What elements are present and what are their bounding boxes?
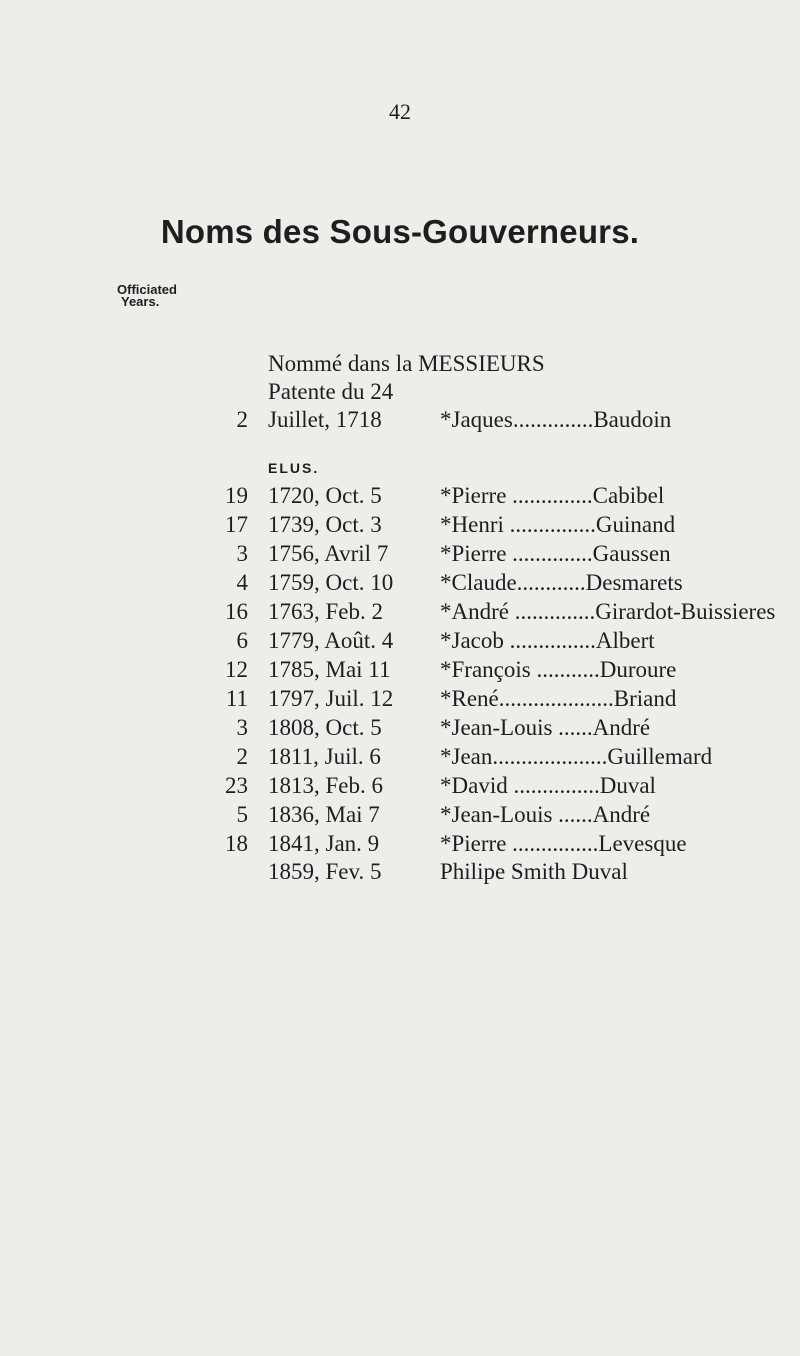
row-date: 1763, Feb. 2	[268, 599, 383, 624]
row-date: 1720, Oct. 5	[268, 483, 382, 508]
row-years: 5	[236, 802, 248, 827]
row-date: 1808, Oct. 5	[268, 715, 382, 740]
row-date: 1841, Jan. 9	[268, 831, 380, 856]
row-date: 1739, Oct. 3	[268, 512, 382, 537]
row-name: *Henri ...............Guinand	[440, 512, 676, 537]
row-name: *François ...........Duroure	[440, 657, 677, 682]
row-years: 19	[225, 483, 248, 508]
row-name: *Jean....................Guillemard	[440, 744, 713, 769]
row-name: *David ...............Duval	[440, 773, 656, 798]
intro-line-1: Nommé dans la MESSIEURS	[268, 351, 545, 376]
row-years: 3	[236, 715, 248, 740]
row-years: 4	[236, 570, 248, 595]
row-date: 1785, Mai 11	[268, 657, 391, 682]
row-years: 23	[225, 773, 248, 798]
row-years: 17	[225, 512, 248, 537]
row-name: *Jacob ...............Albert	[440, 628, 655, 653]
page-title: Noms des Sous-Gouverneurs.	[160, 213, 640, 250]
row-date: 1779, Août. 4	[268, 628, 394, 653]
row-date: 1836, Mai 7	[268, 802, 380, 827]
row-date: 1811, Juil. 6	[268, 744, 381, 769]
row-name: *René....................Briand	[440, 686, 677, 711]
row-years: 3	[236, 541, 248, 566]
row-name: *Pierre ..............Gaussen	[440, 541, 671, 566]
row-date: 1859, Fev. 5	[268, 859, 382, 884]
row-name: *Pierre ...............Levesque	[440, 831, 687, 856]
row-years: 2	[236, 407, 248, 432]
row-years: 18	[225, 831, 248, 856]
row-name: *André ..............Girardot-Buissieres	[440, 599, 776, 624]
row-name: *Jean-Louis ......André	[440, 802, 651, 827]
row-name: Philipe Smith Duval	[440, 859, 628, 884]
row-years: 2	[236, 744, 248, 769]
row-years: 11	[225, 686, 248, 711]
row-date: 1813, Feb. 6	[268, 773, 383, 798]
row-years: 16	[225, 599, 248, 624]
intro-line-2: Patente du 24	[268, 379, 394, 404]
row-date: 1756, Avril 7	[268, 541, 389, 566]
row-name: *Jean-Louis ......André	[440, 715, 651, 740]
row-years: 12	[225, 657, 248, 682]
page-number: 42	[389, 99, 411, 124]
row-date: Juillet, 1718	[268, 407, 382, 432]
row-date: 1797, Juil. 12	[268, 686, 394, 711]
column-header-line-2: Years.	[121, 294, 160, 309]
row-years: 6	[236, 628, 248, 653]
column-header	[117, 284, 177, 308]
row-name: *Pierre ..............Cabibel	[440, 483, 665, 508]
column-header-line-1: Officiated	[117, 282, 177, 297]
elus-heading: ELUS.	[268, 460, 320, 476]
row-name: *Claude............Desmarets	[440, 570, 683, 595]
row-name: *Jaques..............Baudoin	[440, 407, 672, 432]
row-date: 1759, Oct. 10	[268, 570, 394, 595]
